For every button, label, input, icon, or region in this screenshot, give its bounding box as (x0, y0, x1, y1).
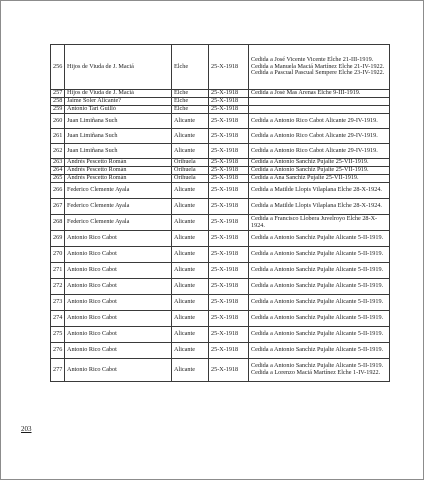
transfer-notes-cell (249, 215, 390, 231)
town-cell: Alicante (172, 279, 209, 295)
owner-name-cell: Jaime Soler Alicante? (65, 98, 172, 106)
town-cell: Elche (172, 98, 209, 106)
table-row (51, 98, 390, 106)
transfer-note: Cedida a Antonio Sanchiz Pujalte 25-VII-1919. (251, 166, 369, 174)
owner-name-cell: Juan Limiñana Such (65, 144, 172, 159)
row-number-cell: 262 (51, 144, 65, 159)
row-number-cell: 257 (51, 90, 65, 98)
date-cell: 25-X-1918 (209, 90, 249, 98)
transfer-note: Cedida a Antonio Sanchiz Pujalte Alicante 5-II-1919. (251, 346, 384, 354)
owner-name-cell: Federico Clemente Ayala (65, 183, 172, 199)
town-cell: Alicante (172, 247, 209, 263)
transfer-notes-cell (249, 167, 390, 175)
date-cell: 25-X-1918 (209, 279, 249, 295)
transfer-note: Cedida a Antonio Sanchiz Pujalte Alicante 5-II-1919. (251, 362, 384, 370)
date-cell: 25-X-1918 (209, 343, 249, 359)
table-row (51, 247, 390, 263)
owner-name-cell: Antonio Rico Cabot (65, 279, 172, 295)
date-cell: 25-X-1918 (209, 311, 249, 327)
row-number-cell: 258 (51, 98, 65, 106)
transfer-notes-cell (249, 144, 390, 159)
transfer-notes-cell (249, 295, 390, 311)
date-cell: 25-X-1918 (209, 327, 249, 343)
town-cell: Alicante (172, 129, 209, 144)
transfer-note: Cedida a Antonio Rico Cabot Alicante 29-IV-1919. (251, 116, 378, 124)
row-number-cell: 266 (51, 183, 65, 199)
transfer-notes-cell (249, 183, 390, 199)
row-number-cell: 276 (51, 343, 65, 359)
transfer-notes-cell (249, 231, 390, 247)
transfer-notes-cell (249, 263, 390, 279)
date-cell: 25-X-1918 (209, 159, 249, 167)
date-cell: 25-X-1918 (209, 199, 249, 215)
date-cell: 25-X-1918 (209, 175, 249, 183)
row-number-cell: 273 (51, 295, 65, 311)
transfer-note: Cedida a Lorenzo Maciá Martínez Elche 1-IV-1922. (251, 369, 381, 376)
transfer-notes-cell (249, 343, 390, 359)
town-cell: Alicante (172, 327, 209, 343)
row-number-cell: 267 (51, 199, 65, 215)
table-row (51, 183, 390, 199)
transfer-notes-cell (249, 98, 390, 106)
transfer-note: Cedida a Matilde Llopis Vilaplana Elche 28-X-1924. (251, 202, 382, 210)
owner-name-cell: Federico Clemente Ayala (65, 215, 172, 231)
table-row (51, 295, 390, 311)
town-cell: Alicante (172, 199, 209, 215)
table-row (51, 343, 390, 359)
date-cell: 25-X-1918 (209, 106, 249, 114)
transfer-note: Cedida a Antonio Sanchiz Pujalte Alicante 5-II-1919. (251, 314, 384, 322)
date-cell: 25-X-1918 (209, 215, 249, 231)
date-cell: 25-X-1918 (209, 263, 249, 279)
town-cell: Alicante (172, 311, 209, 327)
owner-name-cell: Antonio Rico Cabot (65, 327, 172, 343)
owner-name-cell: Andrés Pescetto Román (65, 167, 172, 175)
town-cell: Alicante (172, 231, 209, 247)
row-number-cell: 277 (51, 359, 65, 382)
transfer-note: Cedida a Matilde Llopis Vilaplana Elche 28-X-1924. (251, 186, 382, 194)
town-cell: Alicante (172, 343, 209, 359)
date-cell: 25-X-1918 (209, 129, 249, 144)
row-number-cell: 256 (51, 45, 65, 90)
table-row (51, 327, 390, 343)
page-number: 203 (21, 425, 32, 433)
table-row (51, 359, 390, 382)
row-number-cell: 269 (51, 231, 65, 247)
row-number-cell: 271 (51, 263, 65, 279)
date-cell: 25-X-1918 (209, 359, 249, 382)
table-row (51, 129, 390, 144)
table-row (51, 199, 390, 215)
transfer-notes-cell (249, 327, 390, 343)
owner-name-cell: Antonio Rico Cabot (65, 295, 172, 311)
transfer-notes-cell (249, 247, 390, 263)
transfer-note: Cedida a Antonio Sanchiz Pujalte 25-VII-1919. (251, 158, 369, 166)
transfer-note: Cedida a Antonio Sanchiz Pujalte Alicante 5-II-1919. (251, 250, 384, 258)
table-row (51, 90, 390, 98)
transfer-note: Cedida a Pascual Pascual Sempere Elche 23-IV-1922. (251, 69, 385, 77)
transfer-note: Cedida a Antonio Sanchiz Pujalte Alicante 5-II-1919. (251, 282, 384, 290)
transfer-note: Cedida a Antonio Sanchiz Pujalte Alicante 5-II-1919. (251, 330, 384, 338)
transfer-notes-cell (249, 106, 390, 114)
table-row (51, 215, 390, 231)
table-row (51, 106, 390, 114)
row-number-cell: 259 (51, 106, 65, 114)
owner-name-cell: Antonio Tari Guilló (65, 106, 172, 114)
town-cell: Elche (172, 45, 209, 90)
row-number-cell: 272 (51, 279, 65, 295)
owner-name-cell: Hijos de Viuda de J. Maciá (65, 45, 172, 90)
transfer-notes-cell (249, 279, 390, 295)
owner-name-cell: Federico Clemente Ayala (65, 199, 172, 215)
transfer-notes-cell (249, 359, 390, 382)
date-cell: 25-X-1918 (209, 45, 249, 90)
date-cell: 25-X-1918 (209, 98, 249, 106)
table-row (51, 144, 390, 159)
town-cell: Orihuela (172, 167, 209, 175)
transfer-note: Cedida a Manuela Maciá Martínez Elche 21-IV-1922. (251, 62, 385, 70)
owner-name-cell: Antonio Rico Cabot (65, 359, 172, 382)
owner-name-cell: Antonio Rico Cabot (65, 263, 172, 279)
date-cell: 25-X-1918 (209, 114, 249, 129)
transfer-notes-cell (249, 311, 390, 327)
town-cell: Alicante (172, 114, 209, 129)
town-cell: Alicante (172, 359, 209, 382)
date-cell: 25-X-1918 (209, 231, 249, 247)
owner-name-cell: Hijos de Viuda de J. Maciá (65, 90, 172, 98)
table-row (51, 311, 390, 327)
table-row (51, 279, 390, 295)
transfer-notes-cell (249, 175, 390, 183)
registry-table (50, 44, 390, 382)
registry-table-body (51, 45, 390, 382)
transfer-note: Cedida a Francisco Llobera Juvelroyo Elche 28-X-1924. (251, 214, 378, 229)
transfer-note: Cedida a José Vicente Vicente Elche 21-III-1919. (251, 56, 374, 64)
owner-name-cell: Juan Limiñana Such (65, 114, 172, 129)
owner-name-cell: Antonio Rico Cabot (65, 343, 172, 359)
owner-name-cell: Antonio Rico Cabot (65, 231, 172, 247)
town-cell: Alicante (172, 263, 209, 279)
transfer-note: Cedida a José Mas Arenas Elche 9-III-1919. (251, 89, 361, 97)
row-number-cell: 270 (51, 247, 65, 263)
town-cell: Alicante (172, 295, 209, 311)
row-number-cell: 268 (51, 215, 65, 231)
owner-name-cell: Antonio Rico Cabot (65, 247, 172, 263)
transfer-note: Cedida a Antonio Rico Cabot Alicante 29-IV-1919. (251, 146, 378, 154)
date-cell: 25-X-1918 (209, 247, 249, 263)
transfer-notes-cell (249, 114, 390, 129)
transfer-note: Cedida a Antonio Sanchiz Pujalte Alicante 5-II-1919. (251, 298, 384, 306)
town-cell: Alicante (172, 183, 209, 199)
transfer-notes-cell (249, 199, 390, 215)
owner-name-cell: Juan Limiñana Such (65, 129, 172, 144)
town-cell: Alicante (172, 215, 209, 231)
row-number-cell: 260 (51, 114, 65, 129)
transfer-note: Cedida a Antonio Sanchiz Pujalte Alicante 5-II-1919. (251, 266, 384, 274)
owner-name-cell: Andrés Pescetto Román (65, 159, 172, 167)
table-row (51, 159, 390, 167)
table-row (51, 231, 390, 247)
table-row (51, 167, 390, 175)
transfer-note: Cedida a Antonio Rico Cabot Alicante 29-IV-1919. (251, 131, 378, 139)
date-cell: 25-X-1918 (209, 144, 249, 159)
town-cell: Orihuela (172, 159, 209, 167)
town-cell: Elche (172, 90, 209, 98)
transfer-note: Cedida a Antonio Sanchiz Pujalte Alicante 5-II-1919. (251, 234, 384, 242)
town-cell: Orihuela (172, 175, 209, 183)
row-number-cell: 265 (51, 175, 65, 183)
date-cell: 25-X-1918 (209, 183, 249, 199)
town-cell: Alicante (172, 144, 209, 159)
table-row (51, 263, 390, 279)
table-row (51, 114, 390, 129)
row-number-cell: 274 (51, 311, 65, 327)
owner-name-cell: Antonio Rico Cabot (65, 311, 172, 327)
row-number-cell: 275 (51, 327, 65, 343)
transfer-notes-cell (249, 45, 390, 90)
transfer-notes-cell (249, 159, 390, 167)
transfer-notes-cell (249, 129, 390, 144)
table-row (51, 175, 390, 183)
owner-name-cell: Andrés Pescetto Román (65, 175, 172, 183)
row-number-cell: 264 (51, 167, 65, 175)
row-number-cell: 261 (51, 129, 65, 144)
date-cell: 25-X-1918 (209, 295, 249, 311)
row-number-cell: 263 (51, 159, 65, 167)
town-cell: Elche (172, 106, 209, 114)
table-row (51, 45, 390, 90)
transfer-note: Cedida a Ana Sanchiz Pujalte 25-VII-1919. (251, 174, 359, 182)
transfer-notes-cell (249, 90, 390, 98)
date-cell: 25-X-1918 (209, 167, 249, 175)
